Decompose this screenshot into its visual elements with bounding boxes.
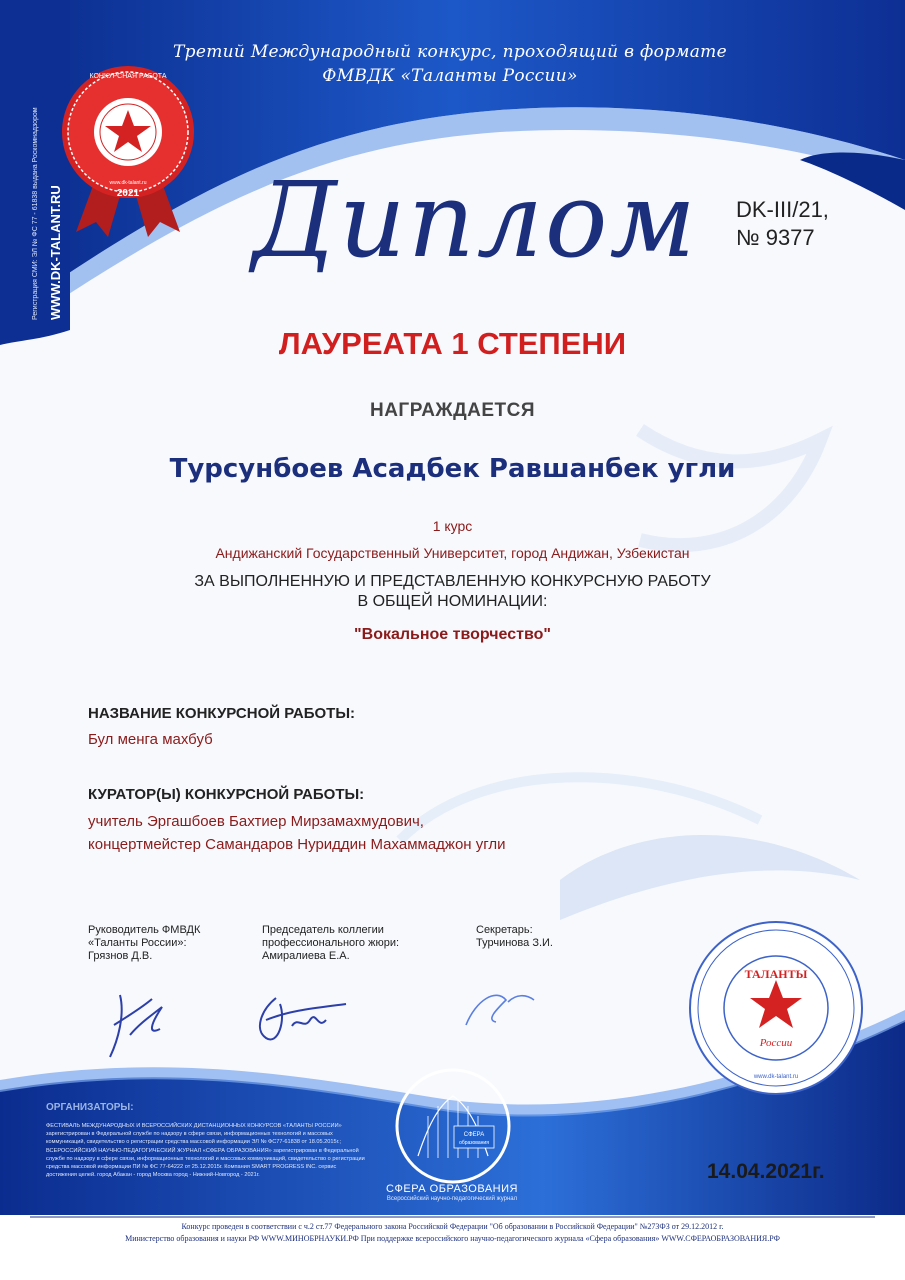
- header-line-2: ФМВДК «Таланты России»: [322, 66, 578, 86]
- university-label: Андижанский Государственный Университет, город Андижан, Узбекистан: [215, 545, 690, 561]
- official-stamp-icon: [686, 918, 866, 1098]
- chair-signature-icon: [246, 990, 356, 1050]
- curator-2: концертмейстер Самандаров Нуриддин Махаммаджон угли: [88, 836, 506, 853]
- awarded-label: НАГРАЖДАЕТСЯ: [369, 400, 536, 421]
- signature-secretary-name: Турчинова З.И.: [476, 937, 553, 949]
- side-url: WWW.DK-TALANT.RU: [48, 185, 63, 320]
- stamp-url: www.dk-talant.ru: [753, 1074, 799, 1080]
- badge-ring-text: КОНКУРСНАЯ РАБОТА: [89, 73, 167, 80]
- sfera-logo-icon: [388, 1066, 518, 1184]
- organizers-text: ФЕСТИВАЛЬ МЕЖДУНАРОДНЫХ И ВСЕРОССИЙСКИХ ДИСТАНЦИОННЫХ КОНКУРСОВ «ТАЛАНТЫ РОССИИ» зарегистрирован в Федеральной службе по надзору в сфере связи, информационных технологий и массовых коммуникаций, свидетельство о регистрации средства массовой информации ЭЛ № ФС77-61838 от 18.05.2015г.; ВСЕРОССИЙСКИЙ НАУЧНО-ПЕДАГОГИЧЕСКИЙ ЖУРНАЛ «СФЕРА ОБРАЗОВАНИЯ» зарегистрирован в Федеральной службе по надзору в сфере связи, информационных технологий и массовых коммуникаций, свидетельство о регистрации средства массовой информации ПИ № ФС 77-64222 от 25.12.2015г. Компания SMART PROGRESS INC. сервис достижения целей. город Абакан - город Москва город - Нижний-Новгород - 2021г.: [46, 1123, 365, 1179]
- for-work-line-1: ЗА ВЫПОЛНЕННУЮ И ПРЕДСТАВЛЕННУЮ КОНКУРСНУЮ РАБОТУ: [194, 573, 711, 590]
- sfera-subtitle: Всероссийский научно-педагогический журнал: [386, 1196, 518, 1202]
- diploma-title: Диплом: [252, 159, 698, 281]
- nomination-value: "Вокальное творчество": [354, 626, 551, 643]
- signature-chair-line-2: профессионального жюри:: [262, 937, 400, 949]
- svg-text:СФЕРА: СФЕРА: [463, 1132, 485, 1138]
- for-work-line-2: В ОБЩЕЙ НОМИНАЦИИ:: [357, 593, 548, 610]
- curators-list: [88, 810, 506, 856]
- course-label: 1 курс: [432, 518, 473, 534]
- registration-number-line-2: № 9377: [736, 225, 815, 250]
- issue-date: 14.04.2021г.: [707, 1160, 825, 1183]
- rosette-badge-icon: [58, 62, 198, 237]
- badge-year: 2021: [116, 188, 140, 199]
- secretary-signature-icon: [456, 980, 546, 1040]
- footer-line-2: Министерство образования и науки РФ WWW.МИНОБРНАУКИ.РФ При поддержке всероссийского научно-педагогического журнала «Сфера образования» WWW.СФЕРАОБРАЗОВАНИЯ.РФ: [125, 1234, 780, 1243]
- sfera-label: СФЕРА ОБРАЗОВАНИЯ: [386, 1183, 518, 1195]
- side-registration: Регистрация СМИ: ЭЛ № ФС 77 - 61838 выдана Роскомнадзором: [32, 107, 39, 320]
- head-signature-icon: [100, 985, 180, 1065]
- for-work-statement: [0, 572, 905, 612]
- stamp-inner-text: ТАЛАНТЫ: [744, 967, 808, 981]
- signature-chair: [262, 924, 399, 963]
- work-title-heading: НАЗВАНИЕ КОНКУРСНОЙ РАБОТЫ:: [88, 705, 356, 722]
- registration-number-line-1: DK-III/21,: [736, 197, 829, 222]
- registration-number: [736, 196, 829, 252]
- svg-text:России: России: [759, 1037, 793, 1049]
- signature-head-line-1: Руководитель ФМВДК: [88, 924, 201, 936]
- curator-1: учитель Эргашбоев Бахтиер Мирзамахмудович,: [88, 813, 424, 830]
- degree-heading: ЛАУРЕАТА 1 СТЕПЕНИ: [278, 326, 627, 361]
- work-title-value: Бул менга махбуб: [88, 731, 213, 748]
- recipient-name: Турсунбоев Асадбек Равшанбек угли: [169, 454, 736, 484]
- signature-head: [88, 924, 200, 963]
- organizers-heading: ОРГАНИЗАТОРЫ:: [46, 1102, 134, 1113]
- signature-head-name: Грязнов Д.В.: [88, 950, 153, 962]
- signature-secretary-line-1: Секретарь:: [476, 924, 533, 936]
- signature-secretary: [476, 924, 553, 950]
- signature-chair-name: Амиралиева Е.А.: [262, 950, 350, 962]
- footer-line-1: Конкурс проведен в соответствии с ч.2 ст.77 Федерального закона Российской Федерации "Об образовании в Российской Федерации" №273ФЗ от 29.12.2012 г.: [181, 1222, 724, 1231]
- header-line-1: Третий Международный конкурс, проходящий в формате: [173, 42, 727, 62]
- badge-url: www.dk-talant.ru: [109, 180, 147, 186]
- signature-head-line-2: «Таланты России»:: [88, 937, 187, 949]
- curators-heading: КУРАТОР(Ы) КОНКУРСНОЙ РАБОТЫ:: [88, 786, 365, 803]
- svg-text:образования: образования: [459, 1140, 489, 1146]
- signature-chair-line-1: Председатель коллегии: [262, 924, 384, 936]
